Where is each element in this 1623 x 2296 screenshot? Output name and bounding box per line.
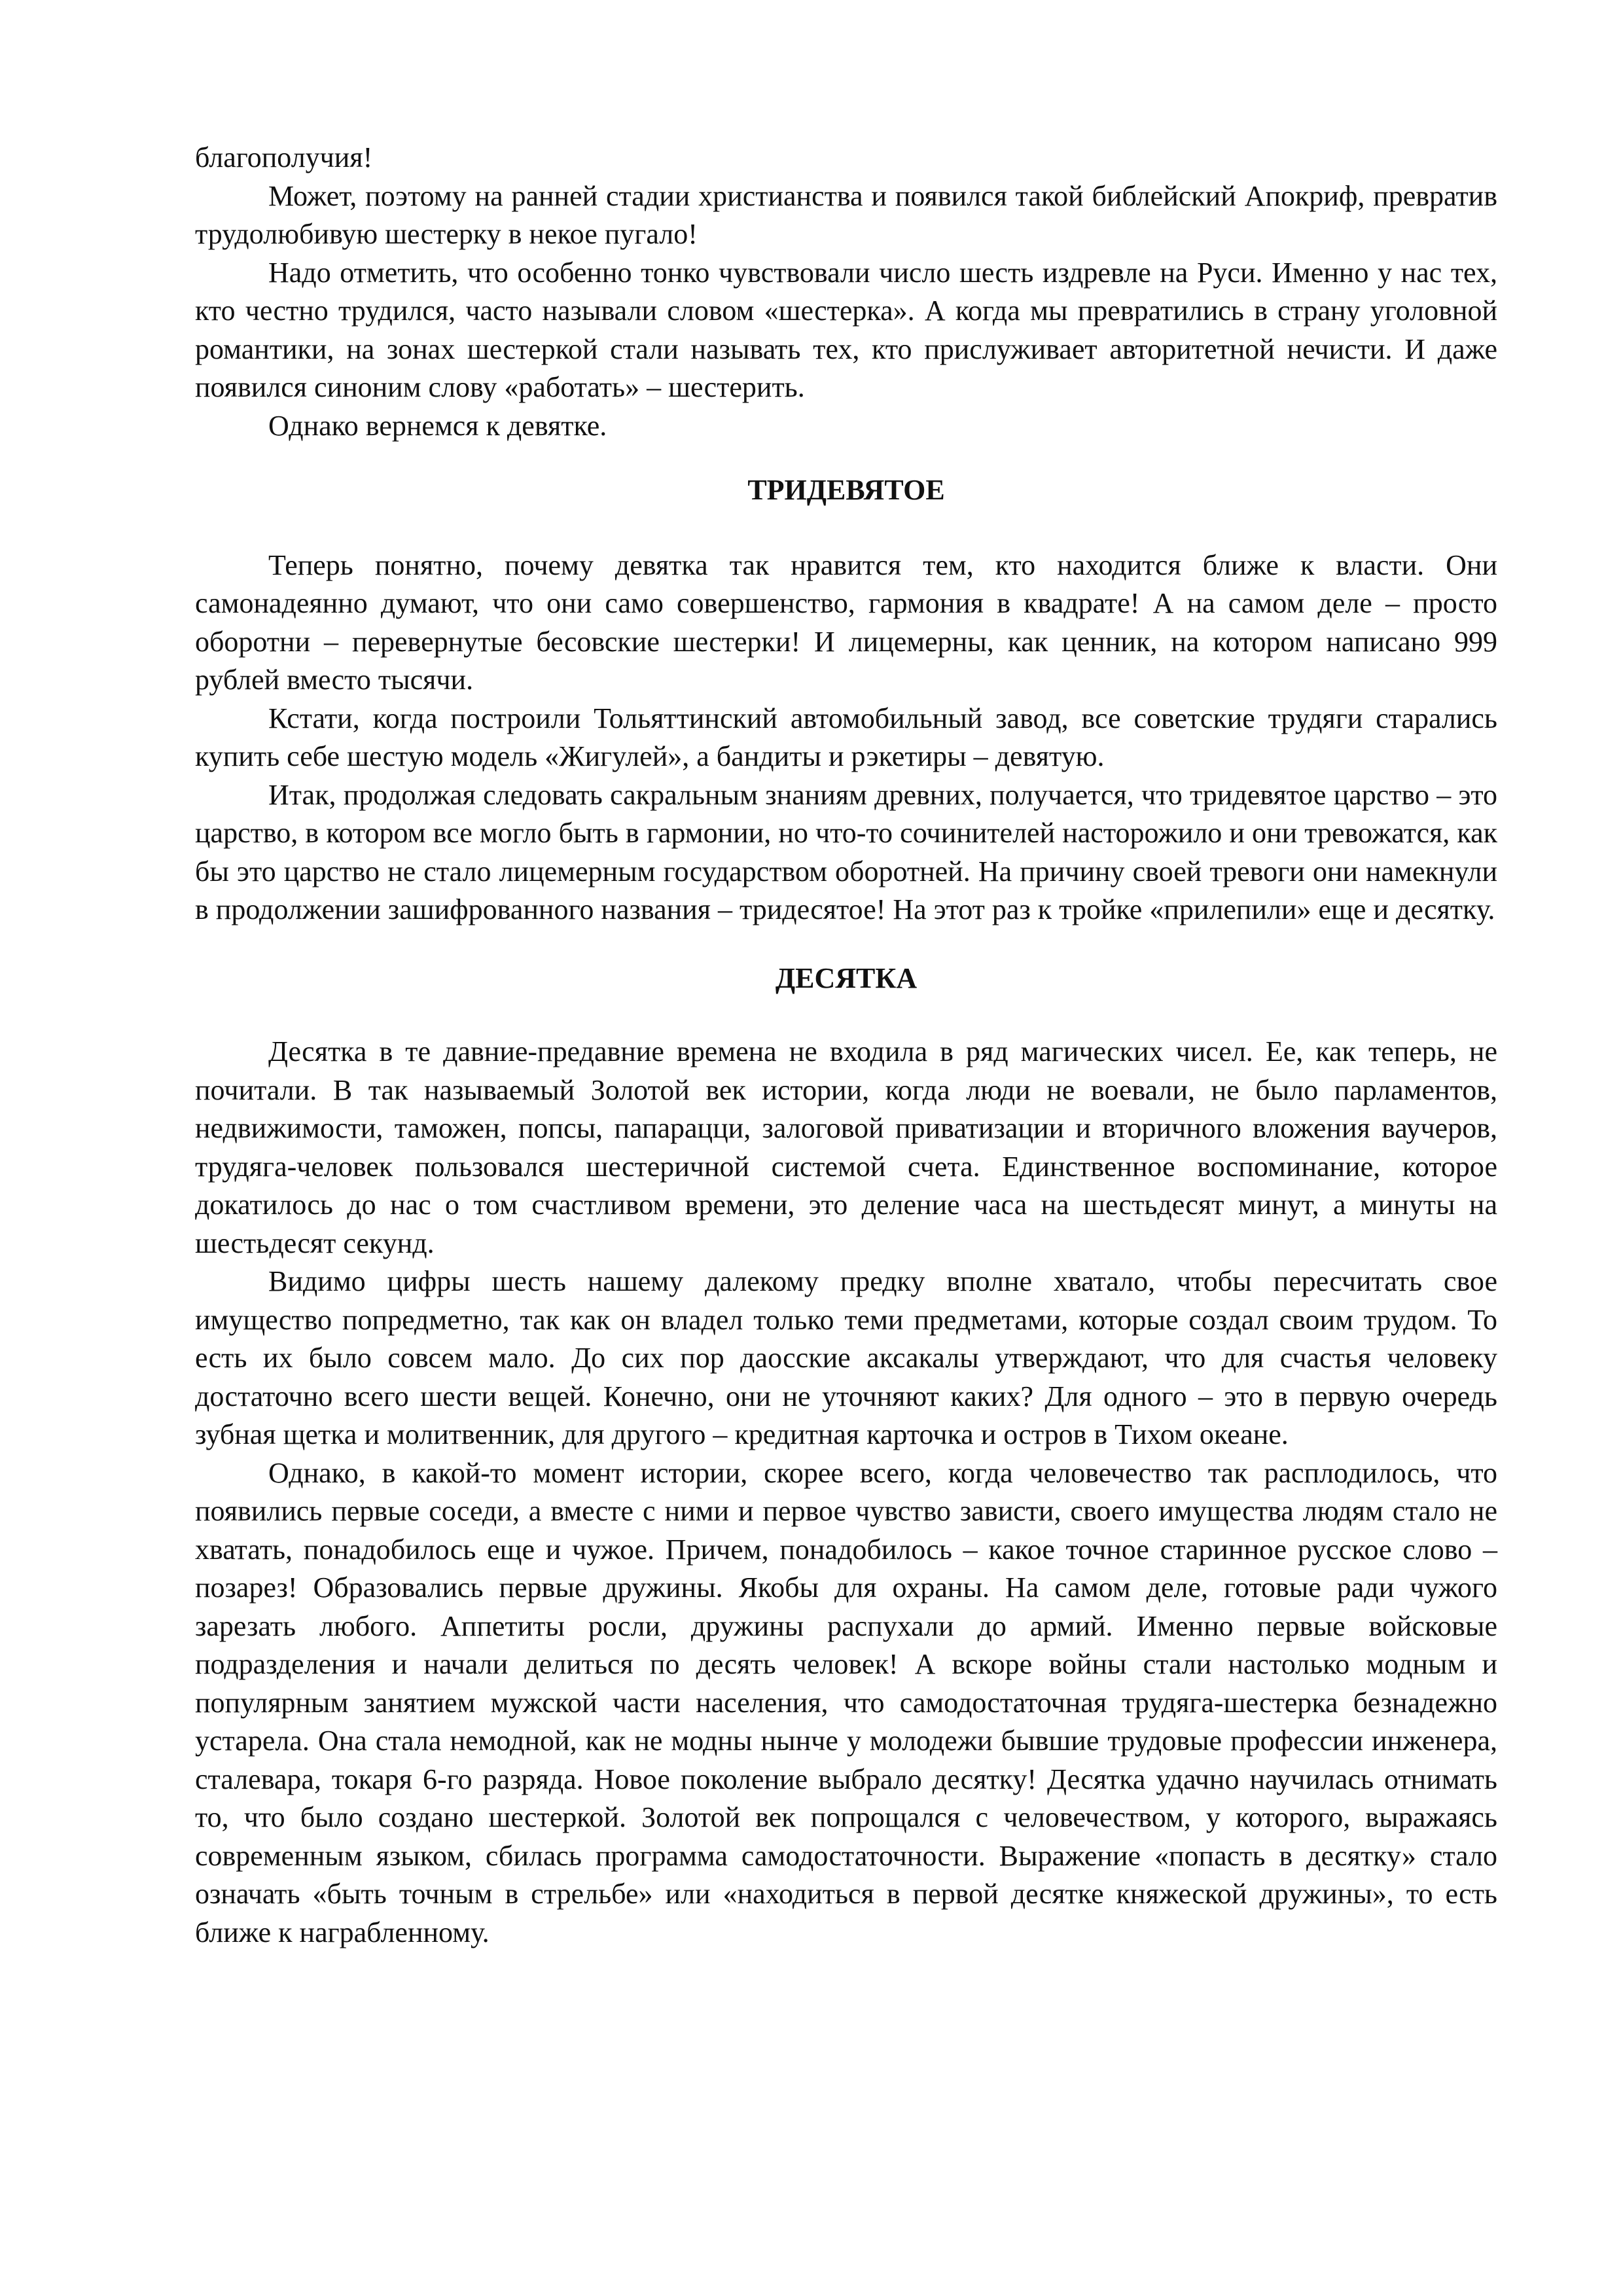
paragraph: Теперь понятно, почему девятка так нравится тем, кто находится ближе к власти. Они самонадеянно думают, что они само совершенство, гармония в квадрате! А на самом деле – просто оборотни – перевернутые бесовские шестерки! И лицемерны, как ценник, на котором написано 999 рублей вместо тысячи. [195, 548, 1497, 696]
paragraph: Видимо цифры шесть нашему далекому предку вполне хватало, чтобы пересчитать свое имущество попредметно, так как он владел только теми предметами, которые создал своим трудом. То есть их было совсем мало. До сих пор даосские аксакалы утверждают, что для счастья человеку достаточно всего шести вещей. Конечно, они не уточняют каких? Для одного – это в первую очередь зубная щетка и молитвенник, для другого – кредитная карточка и остров в Тихом океане. [195, 1265, 1497, 1450]
paragraph: Однако вернемся к девятке. [268, 409, 607, 442]
paragraph: Итак, продолжая следовать сакральным знаниям древних, получается, что тридевятое царство – это царство, в котором все могло быть в гармонии, но что-то сочинителей насторожило и они тревожатся, как бы это царство не стало лицемерным государством оборотней. На причину своей тревоги они намекнули в продолжении зашифрованного названия – тридесятое! На этот раз к тройке «прилепили» еще и десятку. [195, 778, 1497, 925]
section-heading-tridevyatoe: ТРИДЕВЯТОЕ [747, 474, 945, 506]
paragraph: Кстати, когда построили Тольяттинский автомобильный завод, все советские трудяги старались купить себе шестую модель «Жигулей», а бандиты и рэкетиры – девятую. [195, 702, 1497, 772]
document-page [195, 139, 1497, 1952]
paragraph: Однако, в какой-то момент истории, скорее всего, когда человечество так расплодилось, что появились первые соседи, а вместе с ними и первое чувство зависти, своего имущества людям стало не хватать, понадобилось еще и чужое. Причем, понадобилось – какое точное старинное русское слово – позарез! Образовались первые дружины. Якобы для охраны. На самом деле, готовые ради чужого зарезать любого. Аппетиты росли, дружины распухали до армий. Именно первые войсковые подразделения и начали делиться по десять человек! А вскоре войны стали настолько модным и популярным занятием мужской части населения, что самодостаточная трудяга-шестерка безнадежно устарела. Она стала немодной, как не модны нынче у молодежи бывшие трудовые профессии инженера, сталевара, токаря 6-го разряда. Новое поколение выбрало десятку! Десятка удачно научилась отнимать то, что было создано шестеркой. Золотой век попрощался с человечеством, у которого, выражаясь современным языком, сбилась программа самодостаточности. Выражение «попасть в десятку» стало означать «быть точным в стрельбе» или «находиться в первой десятке княжеской дружины», то есть ближе к награбленному. [195, 1456, 1497, 1948]
paragraph: Надо отметить, что особенно тонко чувствовали число шесть издревле на Руси. Именно у нас тех, кто честно трудился, часто называли словом «шестерка». А когда мы превратились в страну уголовной романтики, на зонах шестеркой стали называть тех, кто прислуживает авторитетной нечисти. И даже появился синоним слову «работать» – шестерить. [195, 256, 1497, 403]
paragraph: Десятка в те давние-предавние времена не входила в ряд магических чисел. Ее, как теперь, не почитали. В так называемый Золотой век истории, когда люди не воевали, не было парламентов, недвижимости, таможен, попсы, папарацци, залоговой приватизации и вторичного вложения ваучеров, трудяга-человек пользовался шестеричной системой счета. Единственное воспоминание, которое докатилось до нас о том счастливом времени, это деление часа на шестьдесят минут, а минуты на шестьдесят секунд. [195, 1035, 1497, 1259]
section-heading-desyatka: ДЕСЯТКА [775, 961, 918, 994]
paragraph: Может, поэтому на ранней стадии христианства и появился такой библейский Апокриф, превратив трудолюбивую шестерку в некое пугало! [195, 179, 1497, 250]
paragraph-continuation: благополучия! [195, 141, 373, 173]
